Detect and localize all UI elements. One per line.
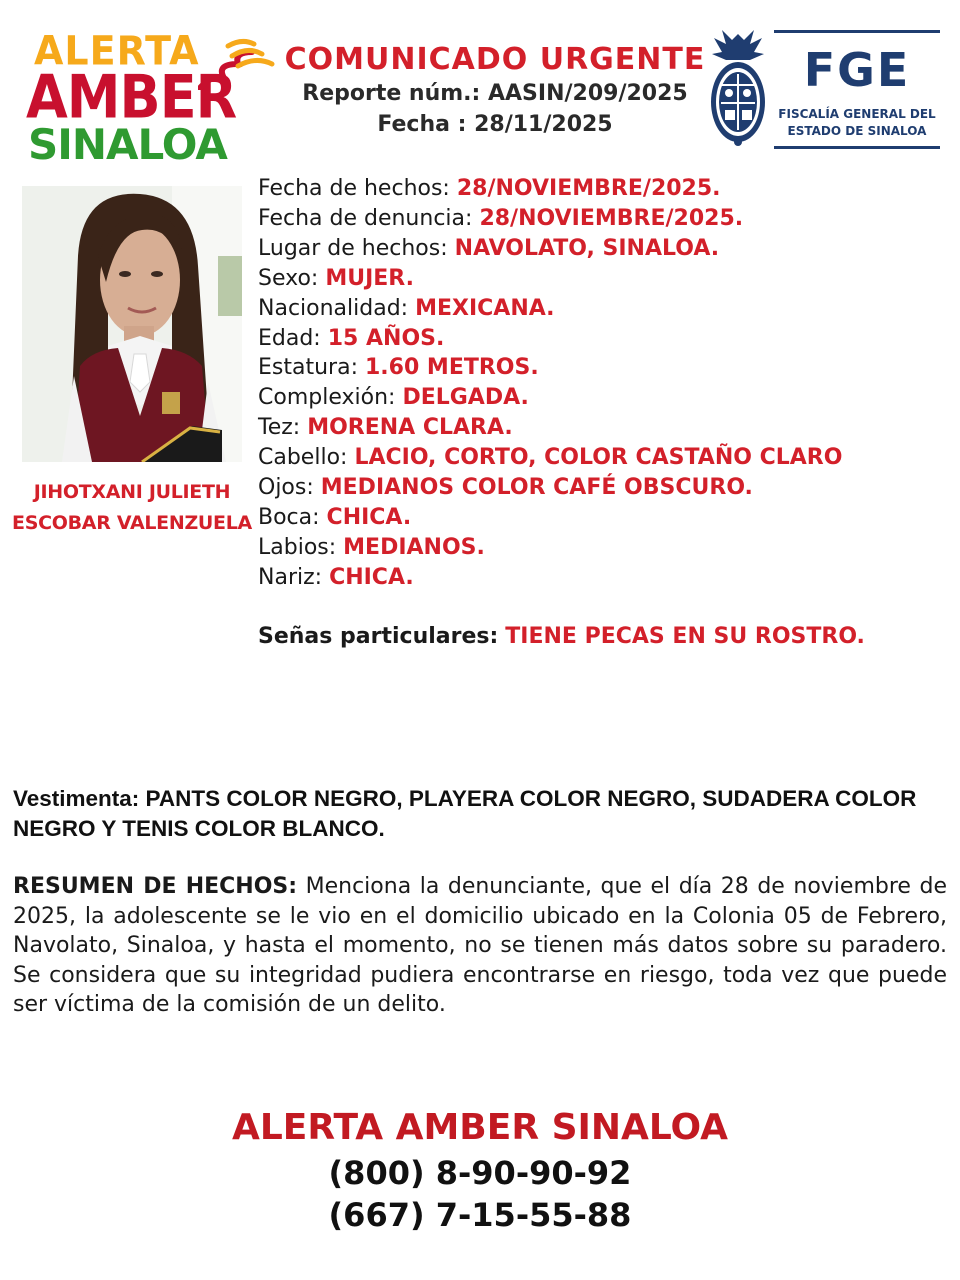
detail-value: 28/NOVIEMBRE/2025. bbox=[456, 176, 721, 201]
distinguishing-marks-value: TIENE PECAS EN SU ROSTRO. bbox=[505, 624, 865, 649]
fge-name-line2: ESTADO DE SINALOA bbox=[787, 124, 927, 138]
report-number: Reporte núm.: AASIN/209/2025 bbox=[302, 81, 688, 106]
distinguishing-marks-label: Señas particulares: bbox=[258, 624, 499, 649]
detail-value: DELGADA. bbox=[402, 385, 529, 411]
detail-row bbox=[258, 174, 948, 204]
detail-row bbox=[258, 503, 948, 533]
missing-person-name bbox=[8, 477, 256, 539]
detail-label: Complexión: bbox=[258, 385, 396, 411]
detail-value: 28/NOVIEMBRE/2025. bbox=[479, 205, 744, 231]
detail-label: Ojos: bbox=[258, 475, 314, 501]
detail-row bbox=[258, 264, 948, 294]
detail-row bbox=[258, 473, 948, 503]
detail-value: MEDIANOS. bbox=[343, 534, 485, 560]
distinguishing-marks bbox=[258, 622, 865, 652]
phone-number-1: (800) 8-90-90-92 bbox=[328, 1154, 632, 1192]
fge-agency-logo bbox=[774, 30, 940, 150]
bulletin-header bbox=[270, 42, 720, 140]
detail-label: Fecha de hechos: bbox=[258, 176, 450, 201]
detail-value: NAVOLATO, SINALOA. bbox=[454, 235, 720, 261]
detail-value: MEXICANA. bbox=[415, 295, 555, 321]
missing-person-photo bbox=[22, 186, 242, 462]
fge-acronym: FGE bbox=[803, 43, 911, 97]
footer-title: ALERTA AMBER SINALOA bbox=[231, 1107, 729, 1148]
detail-label: Fecha de denuncia: bbox=[258, 205, 473, 231]
missing-person-name-line2: ESCOBAR VALENZUELA bbox=[12, 512, 252, 534]
detail-label: Boca: bbox=[258, 504, 320, 530]
case-summary bbox=[13, 872, 947, 1020]
detail-value: 15 AÑOS. bbox=[327, 325, 445, 351]
detail-label: Cabello: bbox=[258, 445, 348, 471]
detail-row bbox=[258, 324, 948, 354]
report-date: Fecha : 28/11/2025 bbox=[377, 112, 613, 137]
detail-value: MEDIANOS COLOR CAFÉ OBSCURO. bbox=[320, 475, 753, 501]
detail-row bbox=[258, 294, 948, 324]
fge-bottom-rule bbox=[774, 146, 940, 149]
case-summary-label: RESUMEN DE HECHOS: bbox=[13, 874, 298, 899]
detail-value: CHICA. bbox=[329, 564, 414, 590]
detail-value: 1.60 METROS. bbox=[364, 355, 539, 381]
detail-row bbox=[258, 443, 948, 473]
logo-amber-text: AMBER bbox=[26, 62, 237, 132]
detail-value: MORENA CLARA. bbox=[307, 415, 513, 441]
fge-name-line1: FISCALÍA GENERAL DEL bbox=[778, 107, 936, 121]
footer-contact bbox=[0, 1104, 960, 1236]
detail-row bbox=[258, 383, 948, 413]
detail-label: Tez: bbox=[258, 415, 301, 441]
detail-row bbox=[258, 204, 948, 234]
fge-top-rule bbox=[774, 30, 940, 33]
detail-label: Nariz: bbox=[258, 564, 323, 590]
coat-of-arms-icon bbox=[706, 26, 770, 152]
logo-sinaloa-text: SINALOA bbox=[28, 120, 227, 169]
case-summary-text: Menciona la denunciante, que el día 28 de noviembre de 2025, la adolescente se le vio en el domicilio ubicado en la Colonia 05 de Febrero, Navolato, Sinaloa, y hasta el momento, no se tienen más datos sobre su paradero. Se considera que su integridad pudiera encontrarse en riesgo, toda vez que puede ser víctima de la comisión de un delito. bbox=[13, 874, 947, 1017]
detail-label: Estatura: bbox=[258, 355, 358, 381]
alerta-amber-logo bbox=[26, 27, 266, 170]
phone-number-2: (667) 7-15-55-88 bbox=[328, 1196, 632, 1234]
detail-row bbox=[258, 563, 948, 593]
detail-value: MUJER. bbox=[325, 265, 415, 291]
clothing-description: Vestimenta: PANTS COLOR NEGRO, PLAYERA COLOR NEGRO, SUDADERA COLOR NEGRO Y TENIS COLOR BLANCO. bbox=[13, 786, 917, 841]
detail-row bbox=[258, 533, 948, 563]
missing-person-name-line1: JIHOTXANI JULIETH bbox=[33, 481, 231, 503]
detail-label: Sexo: bbox=[258, 265, 319, 291]
detail-row bbox=[258, 234, 948, 264]
bulletin-title: COMUNICADO URGENTE bbox=[284, 42, 706, 77]
detail-value: CHICA. bbox=[326, 504, 412, 530]
signal-waves-icon bbox=[198, 34, 278, 90]
detail-label: Lugar de hechos: bbox=[258, 235, 448, 261]
detail-row bbox=[258, 413, 948, 443]
logo-alerta-text: ALERTA bbox=[34, 27, 200, 75]
detail-row bbox=[258, 353, 948, 383]
detail-label: Nacionalidad: bbox=[258, 295, 409, 321]
detail-label: Edad: bbox=[258, 325, 321, 351]
detail-label: Labios: bbox=[258, 534, 337, 560]
detail-value: LACIO, CORTO, COLOR CASTAÑO CLARO bbox=[354, 445, 843, 471]
person-details-list bbox=[258, 174, 948, 593]
